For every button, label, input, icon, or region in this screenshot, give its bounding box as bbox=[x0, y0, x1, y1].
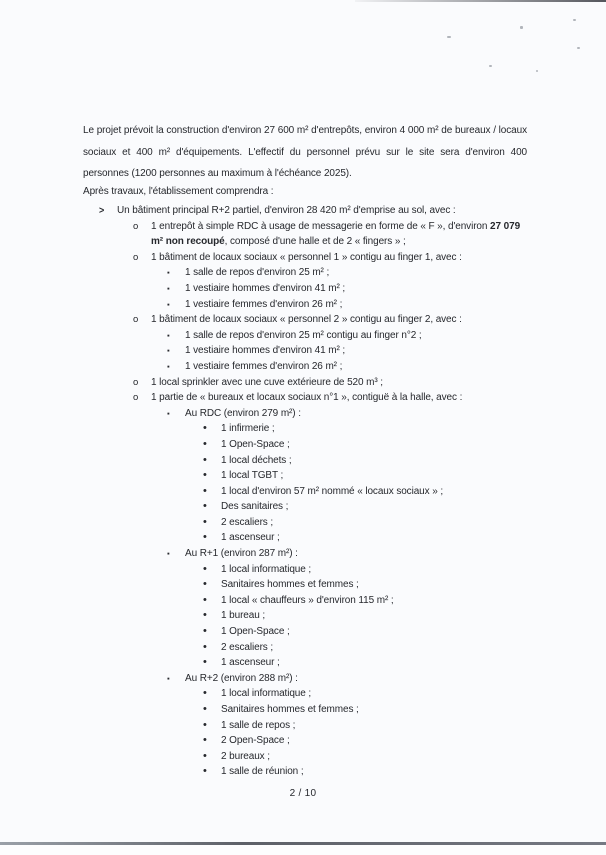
list-item-text: 1 local TGBT ; bbox=[221, 470, 284, 482]
list-item-text: 1 vestiaire hommes d'environ 41 m² ; bbox=[185, 345, 346, 357]
bullet-glyph: ▪ bbox=[167, 268, 170, 278]
list-item bbox=[99, 203, 543, 219]
list-item-text: Un bâtiment principal R+2 partiel, d'environ 28 420 m² d'emprise au sol, avec : bbox=[117, 205, 456, 216]
list-item-text: 1 Open-Space ; bbox=[221, 438, 290, 450]
bullet-glyph: • bbox=[203, 765, 207, 778]
list-item-text: 2 escaliers ; bbox=[221, 516, 274, 528]
bullet-glyph: ▪ bbox=[167, 549, 170, 559]
list-item bbox=[203, 702, 543, 718]
list-item-text bbox=[151, 219, 531, 250]
list-item-text: 1 local d'environ 57 m² nommé « locaux sociaux » ; bbox=[221, 485, 444, 497]
scan-speck bbox=[520, 26, 523, 29]
bullet-glyph: ▪ bbox=[167, 673, 170, 683]
after-works-line: Après travaux, l'établissement comprendra : bbox=[83, 186, 274, 197]
list-item-text: 1 bâtiment de locaux sociaux « personnel 2 » contigu au finger 2, avec : bbox=[151, 314, 462, 326]
bullet-glyph: • bbox=[203, 515, 207, 528]
bullet-glyph: o bbox=[133, 314, 139, 326]
list-item-text: Sanitaires hommes et femmes ; bbox=[221, 579, 359, 591]
bullet-glyph: • bbox=[203, 578, 207, 591]
bullet-glyph: • bbox=[203, 484, 207, 497]
list-item-text: Sanitaires hommes et femmes ; bbox=[221, 704, 359, 715]
list-item bbox=[133, 390, 543, 406]
list-item-text: 1 ascenseur ; bbox=[221, 657, 280, 669]
list-item bbox=[133, 312, 543, 328]
scan-speck bbox=[536, 70, 538, 72]
list-item bbox=[167, 671, 543, 687]
list-item-text: 2 Open-Space ; bbox=[221, 735, 290, 747]
list-item bbox=[203, 608, 543, 624]
list-item bbox=[203, 764, 543, 780]
list-item bbox=[203, 640, 543, 656]
bullet-glyph: • bbox=[203, 453, 207, 466]
bullet-glyph: ▪ bbox=[167, 361, 170, 371]
list-item-text: 2 escaliers ; bbox=[221, 641, 274, 653]
bullet-glyph: • bbox=[203, 593, 207, 606]
bullet-glyph: • bbox=[203, 562, 207, 575]
list-item-text: 1 partie de « bureaux et locaux sociaux n°1 », contiguë à la halle, avec : bbox=[151, 392, 463, 404]
list-item-text: Des sanitaires ; bbox=[221, 501, 289, 513]
bullet-glyph: • bbox=[203, 625, 207, 638]
list-item bbox=[203, 624, 543, 640]
list-item-text-post: , composé d'une halle et de 2 « fingers » ; bbox=[224, 236, 406, 248]
list-item bbox=[203, 437, 543, 453]
list-item-text: 1 vestiaire femmes d'environ 26 m² ; bbox=[185, 360, 343, 372]
list-item bbox=[203, 577, 543, 593]
bullet-glyph: • bbox=[203, 437, 207, 450]
bullet-glyph: • bbox=[203, 656, 207, 669]
list-item-text: Au RDC (environ 279 m²) : bbox=[185, 407, 301, 419]
bullet-glyph: o bbox=[133, 251, 139, 263]
list-item-text-pre: 1 entrepôt à simple RDC à usage de messagerie en forme de « F », d'environ bbox=[151, 220, 491, 232]
list-item-text: 1 local informatique ; bbox=[221, 563, 312, 575]
scan-speck bbox=[577, 47, 580, 49]
page-number: 2 / 10 bbox=[289, 788, 317, 799]
list-item-text: 1 vestiaire hommes d'environ 41 m² ; bbox=[185, 282, 346, 294]
list-item-text: 2 bureaux ; bbox=[221, 750, 270, 762]
list-item bbox=[167, 265, 543, 281]
list-item bbox=[203, 421, 543, 437]
list-item bbox=[203, 515, 543, 531]
bullet-glyph: o bbox=[133, 392, 139, 404]
outline-list bbox=[83, 203, 543, 780]
list-item-text: 1 infirmerie ; bbox=[221, 423, 275, 435]
list-item bbox=[203, 655, 543, 671]
list-item-text: 1 local « chauffeurs » d'environ 115 m² ; bbox=[221, 594, 394, 606]
bullet-glyph: ▪ bbox=[167, 346, 170, 356]
list-item-text: Au R+2 (environ 288 m²) : bbox=[185, 672, 298, 684]
bullet-glyph: o bbox=[133, 376, 139, 388]
list-item-text: 1 local informatique ; bbox=[221, 688, 312, 700]
list-item bbox=[203, 468, 543, 484]
list-item-text: Au R+1 (environ 287 m²) : bbox=[185, 548, 298, 560]
list-item bbox=[203, 562, 543, 578]
list-item-text-bold: 27 079 m² non recoupé bbox=[151, 220, 521, 248]
list-item bbox=[203, 453, 543, 469]
bullet-glyph: • bbox=[203, 749, 207, 762]
scan-speck bbox=[447, 36, 451, 38]
list-item bbox=[133, 375, 543, 391]
intro-paragraph: Le projet prévoit la construction d'environ 27 600 m² d'entrepôts, environ 4 000 m² de bureaux / locaux sociaux et 400 m² d'équipements. L'effectif du personnel prévu sur le site sera d'environ 400 personnes (1200 personnes au maximum à l'échéance 2025). bbox=[83, 125, 527, 179]
list-item bbox=[203, 686, 543, 702]
list-item bbox=[167, 297, 543, 313]
bullet-glyph: ▪ bbox=[167, 299, 170, 309]
bullet-glyph: ▪ bbox=[167, 283, 170, 293]
list-item-text: 1 salle de repos ; bbox=[221, 719, 296, 731]
list-item bbox=[167, 359, 543, 375]
list-item-text: 1 ascenseur ; bbox=[221, 532, 280, 544]
list-item bbox=[203, 718, 543, 734]
bullet-glyph: • bbox=[203, 718, 207, 731]
list-item bbox=[203, 530, 543, 546]
bullet-glyph: • bbox=[203, 734, 207, 747]
list-item bbox=[167, 343, 543, 359]
list-item-text: 1 local sprinkler avec une cuve extérieure de 520 m³ ; bbox=[151, 376, 383, 388]
list-item bbox=[203, 749, 543, 765]
scan-speck bbox=[489, 65, 492, 67]
list-item bbox=[167, 328, 543, 344]
list-item bbox=[167, 281, 543, 297]
list-item-text: 1 bureau ; bbox=[221, 610, 266, 622]
bullet-glyph: • bbox=[203, 703, 207, 715]
list-item bbox=[133, 219, 543, 250]
list-item-text: 1 salle de repos d'environ 25 m² contigu au finger n°2 ; bbox=[185, 329, 422, 341]
bullet-glyph: ▪ bbox=[167, 330, 170, 340]
list-item-text: 1 Open-Space ; bbox=[221, 626, 290, 638]
bullet-glyph: > bbox=[99, 204, 105, 216]
bullet-glyph: o bbox=[133, 220, 139, 232]
list-item bbox=[203, 733, 543, 749]
scan-speck bbox=[573, 19, 576, 21]
bullet-glyph: • bbox=[203, 609, 207, 622]
scan-margin-bottom bbox=[0, 845, 606, 855]
bullet-glyph: • bbox=[203, 500, 207, 513]
list-item bbox=[203, 593, 543, 609]
list-item bbox=[203, 499, 543, 515]
bullet-glyph: • bbox=[203, 640, 207, 653]
scan-edge-top bbox=[355, 0, 606, 2]
list-item-text: 1 bâtiment de locaux sociaux « personnel 1 » contigu au finger 1, avec : bbox=[151, 251, 462, 263]
list-item bbox=[133, 250, 543, 266]
bullet-glyph: • bbox=[203, 469, 207, 482]
bullet-glyph: • bbox=[203, 687, 207, 700]
list-item bbox=[203, 484, 543, 500]
list-item-text: 1 vestiaire femmes d'environ 26 m² ; bbox=[185, 298, 343, 310]
list-item bbox=[167, 546, 543, 562]
bullet-glyph: • bbox=[203, 531, 207, 544]
list-item-text: 1 salle de réunion ; bbox=[221, 766, 304, 778]
list-item-text: 1 local déchets ; bbox=[221, 454, 292, 466]
list-item bbox=[167, 406, 543, 422]
list-item-text: 1 salle de repos d'environ 25 m² ; bbox=[185, 267, 330, 279]
bullet-glyph: • bbox=[203, 422, 207, 435]
bullet-glyph: ▪ bbox=[167, 408, 170, 418]
